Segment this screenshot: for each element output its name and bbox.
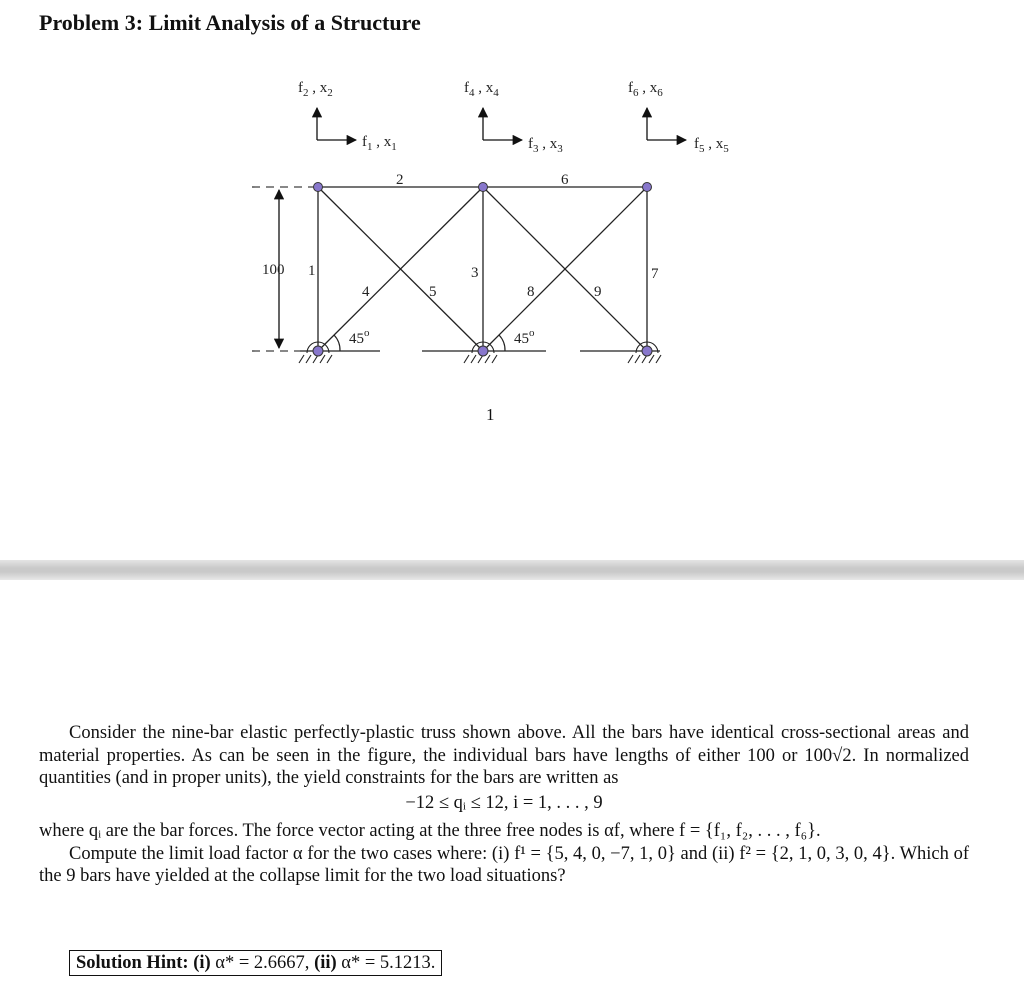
hint-case1-label: (i) [193, 953, 211, 973]
hint-label: Solution Hint: [76, 953, 189, 973]
load-arrows-node-right [647, 108, 686, 140]
node-bottom-left [313, 346, 323, 356]
label-f6-x6: $f_6$ , $x_6$ [628, 80, 663, 99]
bar-label-1: 1 [308, 263, 316, 279]
problem-text [39, 722, 969, 888]
node-top-middle [479, 183, 488, 192]
label-f5-x5: $f_5$ , $x_5$ [694, 136, 729, 155]
label-f3-x3: $f_3$ , $x_3$ [528, 136, 563, 155]
page-separator [0, 560, 1024, 580]
node-bottom-right [642, 346, 652, 356]
angle-arc-left [334, 335, 340, 351]
bar-label-9: 9 [594, 284, 602, 300]
hint-case2-value: α* = 5.1213. [341, 953, 436, 973]
solution-hint-box [69, 950, 442, 976]
bar-label-8: 8 [527, 284, 535, 300]
bar-label-4: 4 [362, 284, 370, 300]
angle-label-left: 45$^o$ [349, 327, 370, 347]
bar-label-6: 6 [561, 172, 569, 188]
load-arrows-node-middle [483, 108, 522, 140]
paragraph-intro: Consider the nine-bar elastic perfectly-plastic truss shown above. All the bars have identical cross-sectional areas and material properties. As can be seen in the figure, the individual bars have lengths of either 100 or 100√2. In normalized quantities (and in proper units), the yield constraints for the bars are written as [39, 723, 969, 788]
bar-label-7: 7 [651, 266, 659, 282]
angle-label-middle: 45$^o$ [514, 327, 535, 347]
height-label: 100 [262, 262, 285, 278]
node-top-right [643, 183, 652, 192]
page-number: 1 [486, 405, 495, 424]
label-f4-x4: $f_4$ , $x_4$ [464, 80, 499, 99]
node-top-left [314, 183, 323, 192]
label-f1-x1: $f_1$ , $x_1$ [362, 134, 397, 153]
bar-label-2: 2 [396, 172, 404, 188]
load-arrows-node-left [317, 108, 356, 140]
paragraph-force-vector: where qᵢ are the bar forces. The force vector acting at the three free nodes is αf, where f = {f₁, f₂, . . . , f₆}. [39, 821, 821, 841]
label-f2-x2: $f_2$ , $x_2$ [298, 80, 333, 99]
yield-constraint-equation: −12 ≤ qᵢ ≤ 12, i = 1, . . . , 9 [405, 792, 603, 813]
paragraph-question: Compute the limit load factor α for the two cases where: (i) f¹ = {5, 4, 0, −7, 1, 0} and (ii) f² = {2, 1, 0, 3, 0, 4}. Which of the 9 bars have yielded at the collapse limit for the two load situations? [39, 843, 969, 886]
hint-case1-value: α* = 2.6667, [215, 953, 310, 973]
node-bottom-middle [478, 346, 488, 356]
problem-title: Problem 3: Limit Analysis of a Structure [39, 10, 421, 35]
bar-label-5: 5 [429, 284, 437, 300]
bar-label-3: 3 [471, 265, 479, 281]
hint-case2-label: (ii) [314, 953, 337, 973]
angle-arc-middle [499, 335, 505, 351]
truss-figure [0, 60, 1024, 380]
